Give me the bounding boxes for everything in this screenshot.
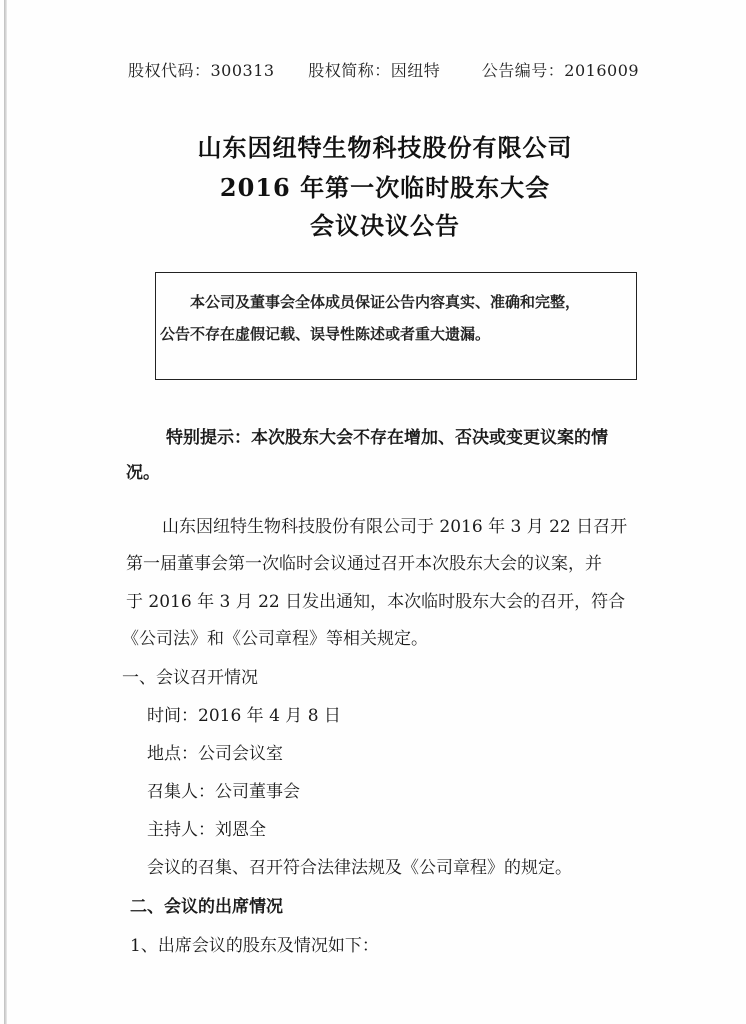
stock-short-name: 股权简称：因纽特 bbox=[308, 61, 441, 80]
stock-code: 股权代码：300313 bbox=[128, 61, 275, 80]
title-meeting: 2016 年第一次临时股东大会 bbox=[219, 173, 551, 202]
section1-heading: 一、会议召开情况 bbox=[122, 668, 258, 688]
meeting-convener: 召集人：公司董事会 bbox=[147, 782, 300, 802]
meeting-host: 主持人：刘恩全 bbox=[147, 820, 266, 840]
disclaimer-box bbox=[155, 272, 637, 380]
section2-heading: 二、会议的出席情况 bbox=[130, 897, 283, 917]
title-announcement: 会议决议公告 bbox=[310, 211, 460, 240]
meeting-compliance: 会议的召集、召开符合法律法规及《公司章程》的规定。 bbox=[147, 858, 572, 878]
intro-line-2: 第一届董事会第一次临时会议通过召开本次股东大会的议案，并 bbox=[126, 554, 602, 574]
meeting-time: 时间：2016 年 4 月 8 日 bbox=[147, 706, 341, 726]
intro-line-3: 于 2016 年 3 月 22 日发出通知，本次临时股东大会的召开，符合 bbox=[126, 592, 626, 612]
meeting-place: 地点：公司会议室 bbox=[147, 744, 283, 764]
section2-item-1: 1、出席会议的股东及情况如下： bbox=[130, 936, 379, 956]
document-header bbox=[128, 58, 639, 81]
special-tip-line-1: 特别提示：本次股东大会不存在增加、否决或变更议案的情 bbox=[166, 428, 608, 448]
disclaimer-line-1: 本公司及董事会全体成员保证公告内容真实、准确和完整， bbox=[190, 293, 581, 311]
intro-line-1: 山东因纽特生物科技股份有限公司于 2016 年 3 月 22 日召开 bbox=[162, 517, 628, 537]
title-company: 山东因纽特生物科技股份有限公司 bbox=[197, 133, 573, 162]
scan-edge-shadow bbox=[4, 0, 7, 1024]
special-tip-line-2: 况。 bbox=[126, 463, 160, 483]
disclaimer-line-2: 公告不存在虚假记载、误导性陈述或者重大遗漏。 bbox=[160, 325, 491, 343]
notice-number: 公告编号：2016009 bbox=[481, 61, 640, 80]
intro-line-4: 《公司法》和《公司章程》等相关规定。 bbox=[122, 629, 428, 649]
